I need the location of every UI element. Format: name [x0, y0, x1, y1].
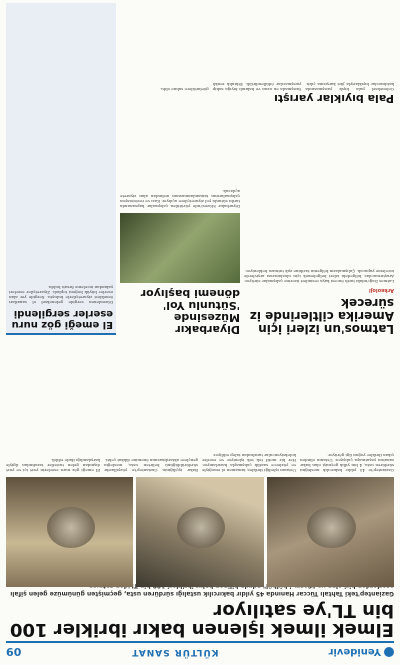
photo-copper-ewer-1 [267, 477, 394, 587]
main-photos [6, 477, 394, 587]
box-story [6, 3, 116, 335]
page-number: 09 [6, 645, 22, 659]
museum-photo [120, 213, 240, 283]
main-deck: Gaziantep'teki Tahtalı Tüccar Hanında 45 yıldır bakırcılık ustalığı sürdüren usta, geçmişten günümüze gelen şifalı [10, 590, 394, 597]
race-story [120, 5, 394, 105]
body-column: Gaziantep'te 45 yıldır bakırcılık mesleğini sürdüren usta, 4 bin yıllık geçmişi olan bakır sanatını yaşatmaya çalışıyor. Ustanın elinden çıkan ibrikler yoğun ilgi görüyor. [300, 453, 394, 473]
photo-craftsman [6, 477, 133, 587]
box-headline: El emeği göz nuru eserler sergilendi [11, 308, 113, 330]
race-body: Geleneksel pala bıyık yarışmasında katılımcılar bıyıklarıyla jüri karşısına çıktı. Yarışmada en uzun ve bakımlı bıyığa sahip yarışmacılar ödüllendirildi. Etkinlik renkli görüntülere sahne oldu. [159, 82, 394, 92]
masthead [6, 641, 394, 661]
main-body-columns [6, 339, 394, 473]
main-headline: Elmek ilmek işlenen bakır ibrikler 100 bin TL'ye satılıyor [9, 600, 394, 640]
photo-copper-ewer-2 [136, 477, 263, 587]
museum-body: Diyarbakır Müzesi'nde yürütülen çalışmalar kapsamında tarihi sütunlu yol ziyaretçilere açılıyor. Kazı ve restorasyon çalışmalarının tamamlanmasının ardından alan ziyarete açılacak. [120, 189, 240, 209]
logo [329, 647, 394, 658]
logo-icon [384, 647, 394, 657]
body-column: El emeği göz nuru eserlerin yurt içi ve yurt dışından gelen turistler tarafından ilgiyle karşılandığı ifade edildi. [6, 458, 100, 473]
body-column: Ustanın işlediği ibrikler, tamamen el emeğiyle ve yüzlerce saatlik çalışmayla hazırlanıyor. Her bir motif tek tek işleniyor ve eserler koleksiyoncular tarafından talep ediliyor. [202, 453, 296, 473]
side-kicker: Arkeoloji [369, 287, 394, 293]
museum-headline: Diyarbakır Müzesinde 'Sütunlu Yol' dönemi başlıyor [140, 287, 240, 336]
side-body: Latmos Dağı'ndaki tarih öncesi kaya resimleri üzerine çalışmalar sürüyor. Araştırmacılar, bölgedeki izleri belgelemek için uluslararası arşivlerde inceleme yapacak. Çalışmaların bölgenin tarihine ışık tutması bekleniyor. [244, 269, 394, 284]
section-title: KÜLTÜR SANAT [131, 647, 219, 657]
body-column: Bakır işçiliğinin Gaziantep'te yüzyıllardır sürdürüldüğünü belirten usta, mesleğin gençlere aktarılmasının önemine dikkat çekti. [104, 458, 198, 473]
logo-text: Yenidevir [328, 646, 381, 658]
main-story [6, 339, 394, 639]
side-headline: Latmos'un izleri için Amerika ciltlerinde iz sürecek [249, 296, 394, 336]
race-headline: Pala bıyıklar yarıştı [274, 92, 394, 105]
box-body: Düzenlenen sergide geleneksel el sanatları örnekleri ziyaretçilerle buluştu. Sergide yer alan eserler büyük beğeni topladı. Ziyaretçiler eserleri yakından inceleme fırsatı buldu. [9, 285, 113, 305]
